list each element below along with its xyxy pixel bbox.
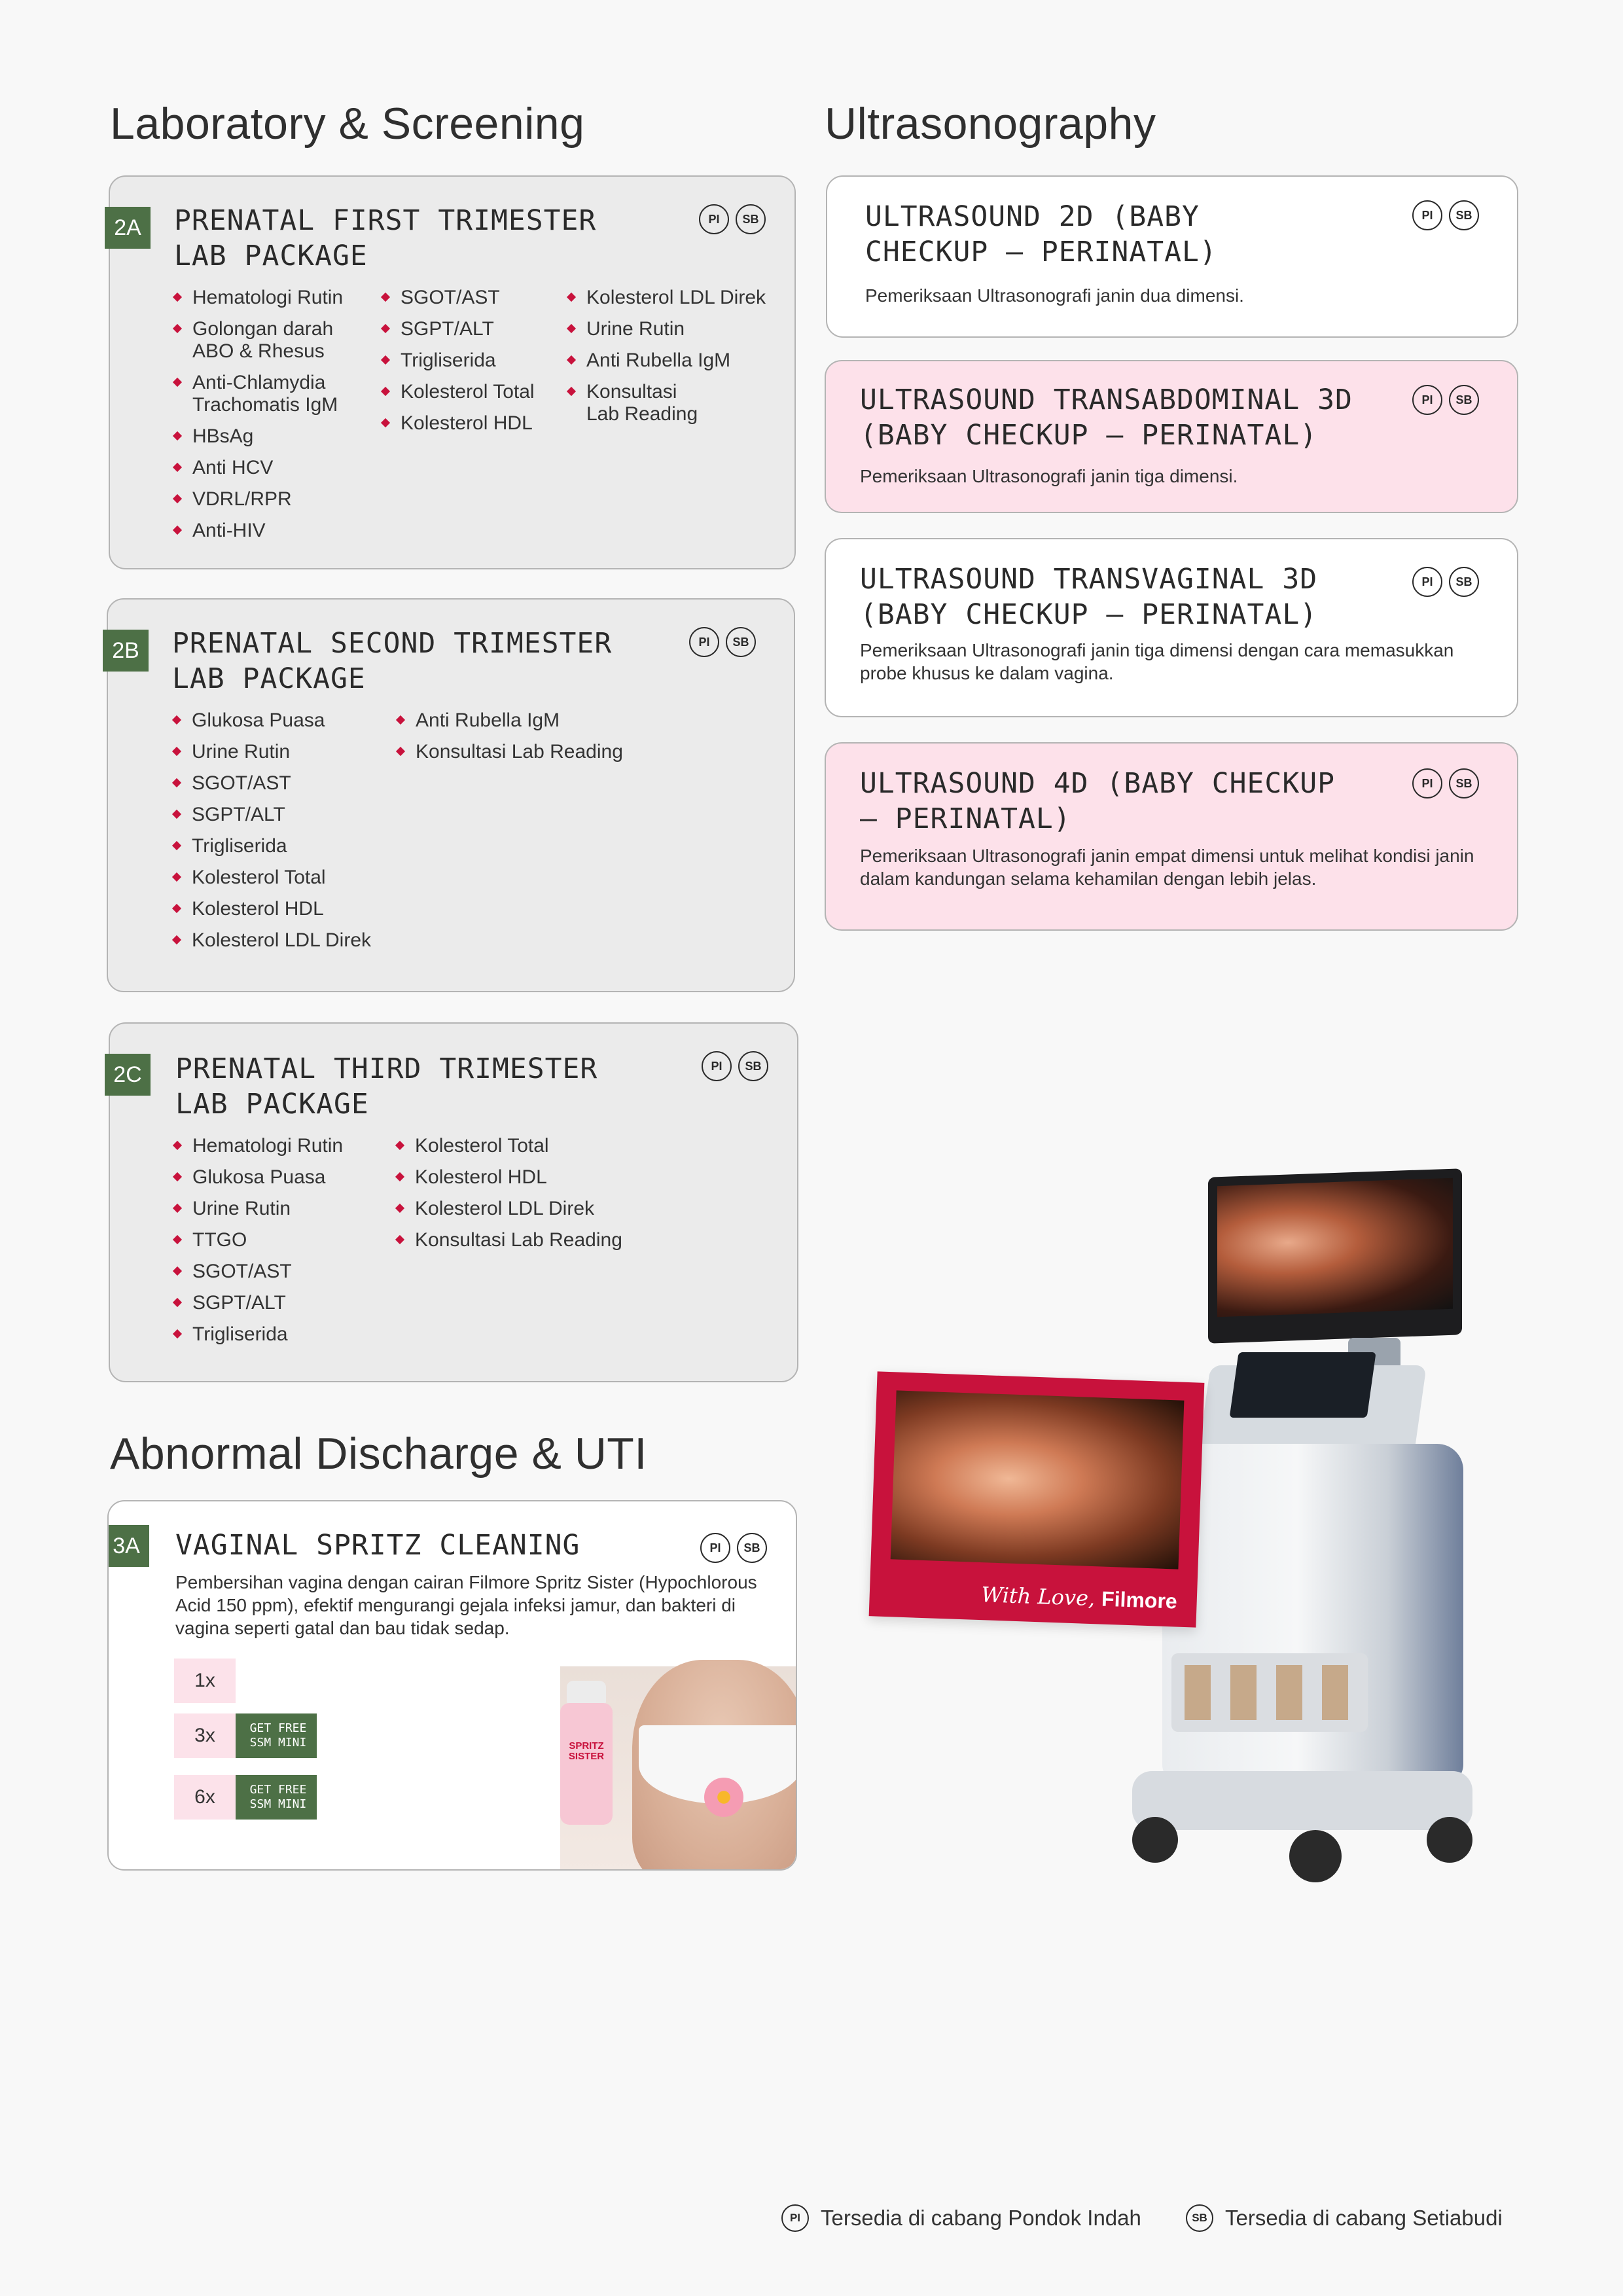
list-item: SGOT/AST [381, 287, 558, 309]
package-code-tag: 2A [105, 207, 151, 249]
list-item: Golongan darah ABO & Rhesus [173, 318, 363, 363]
list-item: Trigliserida [173, 1323, 382, 1346]
free-bonus-badge: GET FREE SSM MINI [236, 1713, 317, 1758]
list-item: Anti-Chlamydia Trachomatis IgM [173, 372, 363, 416]
qty-option-6x[interactable]: 6x [174, 1775, 236, 1820]
section-title-usg: Ultrasonography [825, 99, 1156, 149]
usg-title: ULTRASOUND 2D (BABY CHECKUP – PERINATAL) [865, 200, 1217, 268]
package-card-2b[interactable] [107, 598, 795, 992]
usg-description: Pemeriksaan Ultrasonografi janin dua dimensi. [865, 285, 1244, 306]
usg-card-2d[interactable] [826, 175, 1518, 338]
list-item: Anti-HIV [173, 520, 363, 542]
package-title: PRENATAL THIRD TRIMESTER LAB PACKAGE [175, 1052, 598, 1121]
list-item: Kolesterol Total [395, 1135, 657, 1157]
package-card-2a[interactable] [109, 175, 796, 569]
list-item: SGOT/AST [172, 772, 388, 795]
wheel-icon [1132, 1817, 1178, 1863]
wheel-icon [1427, 1817, 1472, 1863]
list-item: Kolesterol HDL [395, 1166, 657, 1189]
sb-badge-icon: SB [1449, 567, 1479, 597]
list-item: Glukosa Puasa [173, 1166, 382, 1189]
list-item: Kolesterol HDL [381, 412, 558, 435]
touch-screen [1230, 1352, 1376, 1418]
branch-badges [699, 204, 766, 234]
list-item: Kolesterol LDL Direk [172, 929, 388, 952]
package-title: PRENATAL FIRST TRIMESTER LAB PACKAGE [174, 204, 597, 272]
base [1132, 1771, 1472, 1830]
test-list-col1 [172, 709, 388, 961]
list-item: Glukosa Puasa [172, 709, 388, 732]
pi-badge-icon: PI [1412, 567, 1442, 597]
usg-card-4d[interactable] [825, 742, 1518, 931]
usg-card-transabdominal-3d[interactable] [825, 360, 1518, 513]
monitor [1208, 1168, 1462, 1344]
package-code-tag: 2C [105, 1054, 151, 1096]
sb-badge-icon: SB [1186, 2204, 1213, 2232]
list-item: Hematologi Rutin [173, 1135, 382, 1157]
package-card-2c[interactable] [109, 1022, 798, 1382]
list-item: Anti HCV [173, 457, 363, 479]
baby-3d-photo [891, 1390, 1185, 1569]
test-list-col2 [381, 287, 558, 444]
sb-badge-icon: SB [736, 204, 766, 234]
list-item: SGPT/ALT [172, 804, 388, 826]
bottle-label: SPRITZ SISTER [568, 1740, 605, 1762]
section-title-lab: Laboratory & Screening [110, 99, 585, 149]
pi-badge-icon: PI [702, 1051, 732, 1081]
qty-option-3x[interactable]: 3x [174, 1713, 236, 1758]
machine-body [1162, 1444, 1463, 1784]
pi-badge-icon: PI [699, 204, 729, 234]
legend-pi-text: Tersedia di cabang Pondok Indah [821, 2206, 1141, 2230]
test-list-col1 [173, 1135, 382, 1355]
test-list-col2 [396, 709, 658, 772]
list-item: Trigliserida [172, 835, 388, 857]
frame-brand-logo: Filmore [1101, 1587, 1178, 1613]
branch-badges [702, 1051, 768, 1081]
list-item: Anti Rubella IgM [396, 709, 658, 732]
sb-badge-icon: SB [726, 627, 756, 657]
list-item: Kolesterol HDL [172, 898, 388, 920]
usg-description: Pemeriksaan Ultrasonografi janin tiga dimensi dengan cara memasukkan probe khusus ke dalam vagina. [860, 640, 1454, 683]
wheel-icon [1289, 1830, 1342, 1882]
branch-badges [700, 1533, 767, 1563]
free-bonus-badge: GET FREE SSM MINI [236, 1775, 317, 1820]
pi-badge-icon: PI [1412, 200, 1442, 230]
list-item: Kolesterol Total [172, 867, 388, 889]
list-item: Konsultasi Lab Reading [396, 741, 658, 763]
package-card-3a[interactable] [107, 1500, 797, 1871]
sb-badge-icon: SB [1449, 200, 1479, 230]
pi-badge-icon: PI [700, 1533, 730, 1563]
usg-description: Pemeriksaan Ultrasonografi janin tiga dimensi. [860, 466, 1238, 486]
usg-card-transvaginal-3d[interactable] [825, 538, 1518, 717]
list-item: Kolesterol LDL Direk [567, 287, 789, 309]
test-list-col3 [567, 287, 789, 435]
package-title: PRENATAL SECOND TRIMESTER LAB PACKAGE [172, 627, 613, 695]
frame-caption [981, 1582, 1178, 1613]
branch-badges [1412, 567, 1479, 597]
sb-badge-icon: SB [738, 1051, 768, 1081]
package-title: VAGINAL SPRITZ CLEANING [175, 1529, 580, 1562]
list-item: HBsAg [173, 425, 363, 448]
test-list-col2 [395, 1135, 657, 1261]
photo-frame [869, 1371, 1205, 1627]
branch-badges [689, 627, 756, 657]
flower-icon [704, 1778, 743, 1817]
package-description: Pembersihan vagina dengan cairan Filmore Spritz Sister (Hypochlorous Acid 150 ppm), efektif mengurangi gejala infeksi jamur, dan bakteri di vagina seperti gatal dan bau tidak sedap. [175, 1572, 757, 1638]
list-item: Kolesterol Total [381, 381, 558, 403]
pi-badge-icon: PI [1412, 385, 1442, 415]
list-item: SGPT/ALT [381, 318, 558, 340]
branch-badges [1412, 200, 1479, 230]
pi-badge-icon: PI [1412, 768, 1442, 798]
list-item: SGOT/AST [173, 1261, 382, 1283]
usg-description: Pemeriksaan Ultrasonografi janin empat dimensi untuk melihat kondisi janin dalam kandungan selama kehamilan dengan lebih jelas. [860, 846, 1474, 889]
list-item: Urine Rutin [173, 1198, 382, 1220]
list-item: Anti Rubella IgM [567, 350, 789, 372]
product-photo [560, 1666, 797, 1871]
branch-badges [1412, 385, 1479, 415]
usg-title: ULTRASOUND 4D (BABY CHECKUP – PERINATAL) [860, 767, 1335, 835]
package-code-tag: 3A [107, 1525, 149, 1567]
list-item: Urine Rutin [567, 318, 789, 340]
sb-badge-icon: SB [1449, 385, 1479, 415]
list-item: TTGO [173, 1229, 382, 1251]
package-code-tag: 2B [103, 630, 149, 672]
pi-badge-icon: PI [689, 627, 719, 657]
spray-bottle [560, 1681, 613, 1825]
pi-badge-icon: PI [781, 2204, 809, 2232]
monitor-screen [1217, 1178, 1453, 1318]
frame-caption-text: With Love, [980, 1582, 1096, 1611]
list-item: SGPT/ALT [173, 1292, 382, 1314]
list-item: Kolesterol LDL Direk [395, 1198, 657, 1220]
sb-badge-icon: SB [1449, 768, 1479, 798]
list-item: Hematologi Rutin [173, 287, 363, 309]
control-panel [1198, 1365, 1427, 1457]
qty-option-1x[interactable]: 1x [174, 1659, 236, 1703]
sb-badge-icon: SB [737, 1533, 767, 1563]
list-item: Urine Rutin [172, 741, 388, 763]
list-item: Trigliserida [381, 350, 558, 372]
legend-sb [1186, 2204, 1503, 2232]
test-list-col1 [173, 287, 363, 551]
branch-badges [1412, 768, 1479, 798]
probe-holder [1171, 1653, 1368, 1732]
list-item: Konsultasi Lab Reading [395, 1229, 657, 1251]
list-item: VDRL/RPR [173, 488, 363, 511]
usg-title: ULTRASOUND TRANSVAGINAL 3D (BABY CHECKUP – PERINATAL) [860, 563, 1318, 631]
legend-pi [781, 2204, 1141, 2232]
list-item: Konsultasi Lab Reading [567, 381, 789, 425]
section-title-discharge: Abnormal Discharge & UTI [110, 1429, 647, 1479]
legend-sb-text: Tersedia di cabang Setiabudi [1225, 2206, 1503, 2230]
usg-title: ULTRASOUND TRANSABDOMINAL 3D (BABY CHECKUP – PERINATAL) [860, 384, 1353, 452]
